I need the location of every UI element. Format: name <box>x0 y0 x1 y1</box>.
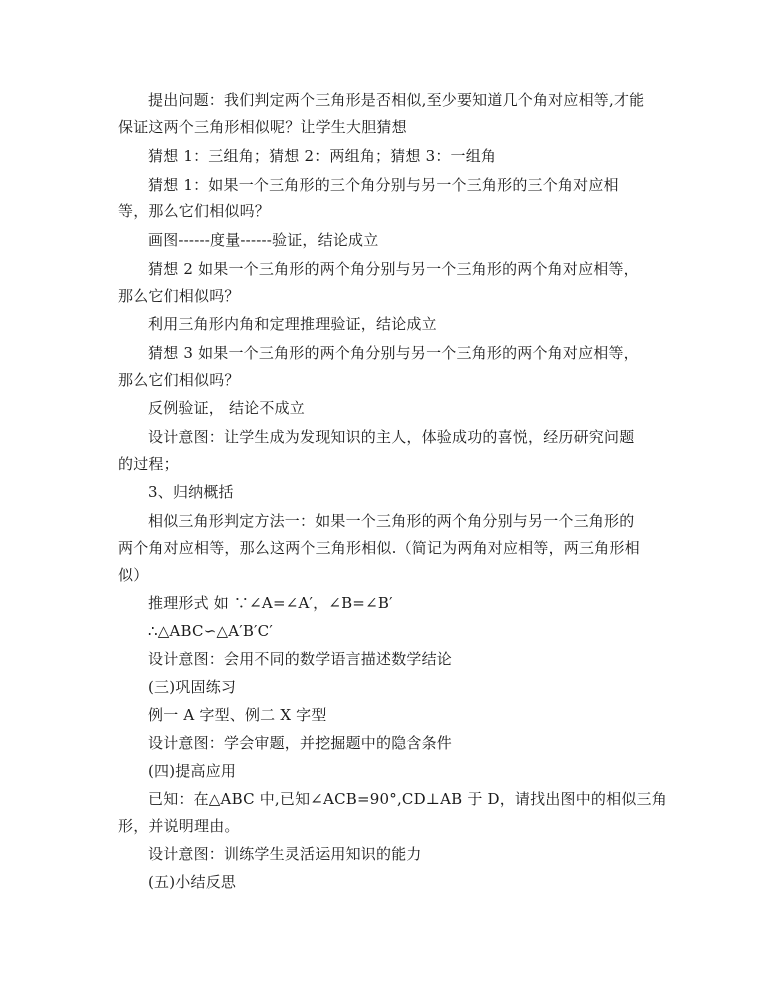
paragraph-line: 猜想 1：如果一个三角形的三个角分别与另一个三角形的三个角对应相 <box>148 176 619 194</box>
section-heading: 3、归纳概括 <box>148 483 234 501</box>
paragraph-line: 相似三角形判定方法一：如果一个三角形的两个角分别与另一个三角形的 <box>148 512 635 530</box>
section-heading: (四)提高应用 <box>148 762 237 780</box>
paragraph-line: 形，并说明理由。 <box>118 817 240 835</box>
section-heading: (三)巩固练习 <box>148 678 237 696</box>
paragraph-line: 猜想 3 如果一个三角形的两个角分别与另一个三角形的两个角对应相等， <box>148 344 639 362</box>
paragraph-line: 等，那么它们相似吗？ <box>118 202 271 220</box>
paragraph-line: 那么它们相似吗？ <box>118 287 240 305</box>
paragraph-line: 设计意图：学会审题，并挖掘题中的隐含条件 <box>148 734 453 752</box>
paragraph-line: 两个角对应相等，那么这两个三角形相似.（简记为两角对应相等，两三角形相 <box>118 539 640 557</box>
paragraph-line: 例一 A 字型、例二 X 字型 <box>148 706 327 724</box>
section-heading: (五)小结反思 <box>148 873 237 891</box>
paragraph-line: 画图------度量------验证，结论成立 <box>148 231 379 249</box>
paragraph-line: 设计意图：会用不同的数学语言描述数学结论 <box>148 650 453 668</box>
paragraph-line: 反例验证， 结论不成立 <box>148 399 305 417</box>
paragraph-line: 已知：在△ABC 中,已知∠ACB=90°,CD⊥AB 于 D，请找出图中的相似三角 <box>148 790 667 808</box>
paragraph-line: 设计意图：训练学生灵活运用知识的能力 <box>148 845 422 863</box>
paragraph-line: 猜想 2 如果一个三角形的两个角分别与另一个三角形的两个角对应相等， <box>148 260 639 278</box>
paragraph-line: 设计意图：让学生成为发现知识的主人，体验成功的喜悦，经历研究问题 <box>148 428 635 446</box>
paragraph-line: ∴△ABC∽△A′B′C′ <box>148 622 273 640</box>
paragraph-line: 似） <box>118 566 149 584</box>
paragraph-line: 利用三角形内角和定理推理验证，结论成立 <box>148 315 437 333</box>
paragraph-line: 保证这两个三角形相似呢？让学生大胆猜想 <box>118 118 407 136</box>
paragraph-line: 提出问题：我们判定两个三角形是否相似,至少要知道几个角对应相等,才能 <box>148 91 645 109</box>
paragraph-line: 推理形式 如 ∵∠A=∠A′，∠B=∠B′ <box>148 594 393 612</box>
paragraph-line: 猜想 1：三组角；猜想 2：两组角；猜想 3：一组角 <box>148 147 497 165</box>
paragraph-line: 的过程； <box>118 455 179 473</box>
paragraph-line: 那么它们相似吗？ <box>118 371 240 389</box>
